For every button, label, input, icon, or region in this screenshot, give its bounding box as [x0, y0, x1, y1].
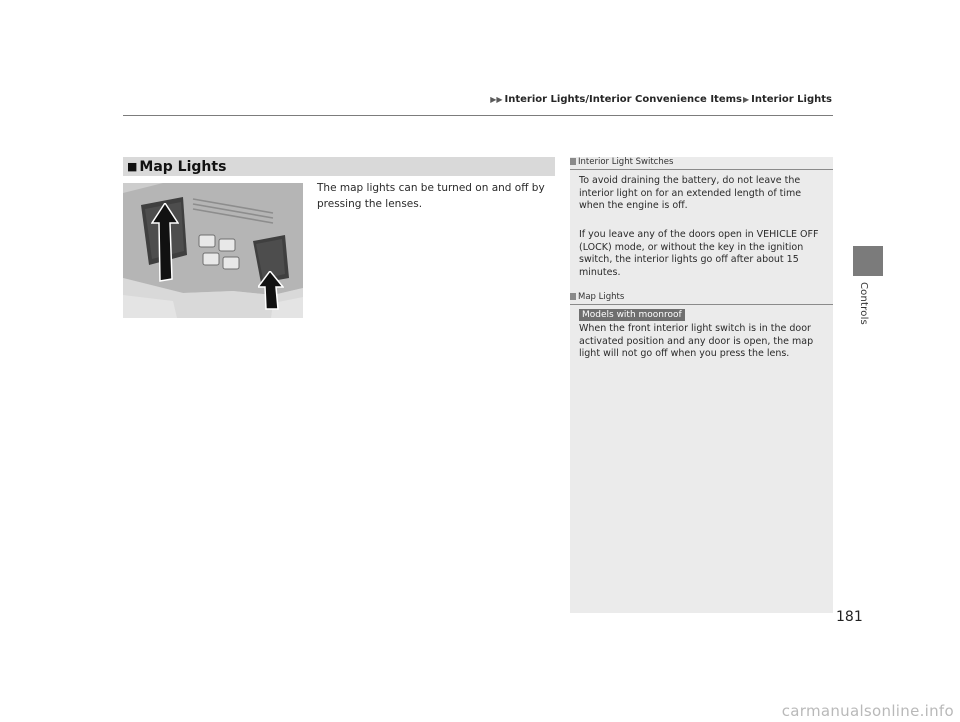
note-reference-icon [570, 158, 576, 165]
section-title [127, 157, 226, 177]
section-heading-bar [123, 157, 555, 176]
note-heading-text[interactable]: Interior Light Switches [578, 157, 674, 167]
watermark: carmanualsonline.info [781, 702, 954, 720]
press-arrow-icon [151, 203, 179, 283]
section-body-text: The map lights can be turned on and off by pressing the lenses. [317, 182, 545, 210]
breadcrumb-item[interactable]: Interior Lights/Interior Convenience Items [504, 94, 742, 105]
chapter-tab-label[interactable]: Controls [858, 282, 869, 325]
breadcrumb-arrow-icon: ▶▶ [490, 95, 503, 104]
breadcrumb [0, 94, 832, 105]
breadcrumb-arrow-icon: ▶ [742, 95, 750, 104]
chapter-tab-marker [853, 246, 883, 276]
section-marker-icon: ■ [127, 160, 138, 173]
map-lights-illustration [123, 183, 303, 318]
section-title-text: Map Lights [139, 159, 227, 175]
page-number: 181 [836, 609, 863, 625]
model-badge: Models with moonroof [579, 309, 685, 321]
note-reference-icon [570, 293, 576, 300]
note-paragraph: If you leave any of the doors open in VEHICLE OFF (LOCK) mode, or without the key in the ignition switch, the interior lights go off after about 15 minutes. [579, 229, 819, 278]
notes-sidebar [570, 157, 833, 613]
note-heading-text[interactable]: Map Lights [578, 292, 625, 302]
header-divider [123, 115, 833, 116]
note-paragraph: When the front interior light switch is in the door activated position and any door is open, the map light will not go off when you press the lens. [579, 323, 814, 359]
note-paragraph: To avoid draining the battery, do not leave the interior light on for an extended length of time when the engine is off. [579, 175, 802, 211]
press-arrow-icon [258, 271, 284, 311]
note-heading-map-lights [570, 292, 833, 305]
note-heading-interior-light-switches [570, 157, 833, 170]
breadcrumb-item[interactable]: Interior Lights [751, 94, 832, 105]
